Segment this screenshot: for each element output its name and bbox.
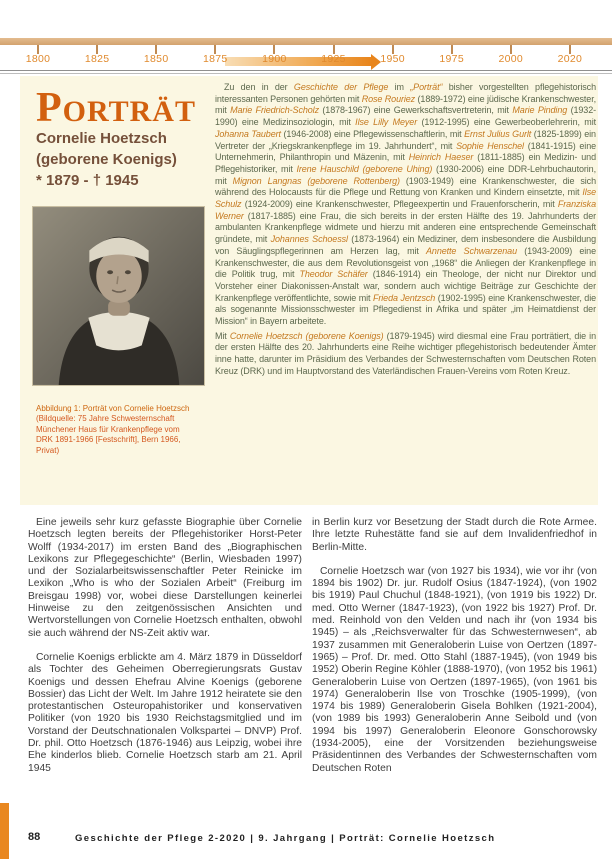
- body-paragraph: Cornelie Koenigs erblickte am 4. März 1879 in Düsseldorf als Tochter des Geheimen Oberregierungsrats Gustav Koenigs und dessen Ehefrau Alvine Koenigs (geborene Bossier) das Licht der Welt. Im Jahre 1912 heiratete sie den protestantischen Osteuropahistoriker und konservativen Politiker (von 1920 bis 1930 Reichstagsmitglied und im Vorstand der Deutschnationalen Volkspartei – DNVP) Prof. Dr. phil. Otto Hoetzsch (1876-1946) aus Leipzig, wobei ihre Ehe kinderlos blieb. Cornelie Hoetzsch starb am 21. April 1945: [28, 651, 302, 774]
- person-dates: * 1879 - † 1945: [36, 172, 139, 189]
- body-column-right: [312, 517, 597, 787]
- body-columns: [28, 517, 597, 787]
- timeline-year-label: 1875: [203, 53, 228, 65]
- highlighted-name: Marie Pinding: [512, 105, 568, 116]
- highlighted-name: Mignon Langnas (geborene Rottenberg): [232, 175, 400, 186]
- highlighted-name: Marie Friedrich-Scholz: [230, 105, 319, 116]
- person-name-alt: (geborene Koenigs): [36, 151, 177, 168]
- highlighted-name: „Porträt“: [410, 82, 443, 92]
- intro-paragraph: Mit Cornelie Hoetzsch (geborene Koenigs) (1879-1945) wird diesmal eine Frau porträtiert, die in der ersten Hälfte des 20. Jahrhunderts eine Reihe wichtiger pflegehistorisch bedeutender Ämter inne hatte, darunter im Präsidium des Verbandes der Schwesternschaften vom Deutschen Roten Kreuz (DRK) und im Hauptvorstand des Vaterländischen Frauen-Vereins vom Roten Kreuz.: [215, 330, 596, 376]
- highlighted-name: Annette Schwarzenau: [426, 245, 517, 256]
- footer-journal-info: Geschichte der Pflege 2-2020 | 9. Jahrgang | Porträt: Cornelie Hoetzsch: [75, 833, 496, 844]
- body-paragraph: Cornelie Hoetzsch war (von 1927 bis 1934), wie vor ihr (von 1894 bis 1902) Dr. jur. Rudolf Osius (1847-1924), (von 1902 bis 1919) Paul Chuchul (1848-1921), (von 1919 bis 1922) Dr. med. Otto Werner (1847-1923), (von 1922 bis 1927) Prof. Dr. med. Reinhold von den Velden und nach ihr (von 1934 bis 1945) – als „Reichsverwalter für das Schwesternwesen“, ab 1937 zusammen mit Generaloberin Luise von Oertzen (1897-1965) – Prof. Dr. med. Otto Stahl (1887-1945), (von 1949 bis 1952) Oberin Regine Köhler (1888-1970), (von 1952 bis 1961) Generaloberin Luise von Oertzen (1897-1965), (von 1961 bis 1974) Generaloberin Ilse von Troschke (1905-1999), (von 1974 bis 1989) Generaloberin Gisela Bohlken (1921-2004), (von 1989 bis 1993) Generaloberin Anne Seibold und (von 1994 bis 1997) Generaloberin Eleonore Gonschorowsky (1934-2005), eine der Vorsitzenden beziehungsweise Präsidentinnen des Verbandes der Schwesternschaften vom Deutschen Roten: [312, 565, 597, 774]
- highlighted-name: Ilse Lilly Meyer: [355, 117, 418, 128]
- body-paragraph: in Berlin kurz vor Besetzung der Stadt durch die Rote Armee. Ihre letzte Ruhestätte fand sie auf dem Invalidenfriedhof in Berlin-Mitte.: [312, 517, 597, 553]
- highlighted-name: Johannes Schoessl: [270, 234, 348, 245]
- portrait-photo: [32, 206, 205, 386]
- timeline-year-label: 2000: [498, 53, 524, 65]
- page-number: 88: [28, 831, 41, 843]
- portrait-photo-image: [33, 207, 204, 385]
- page-title: PORTRÄT: [36, 85, 196, 131]
- timeline-year-label: 1800: [25, 53, 51, 65]
- timeline-year-label: 1950: [380, 53, 405, 65]
- highlighted-name: Ilse Schulz: [215, 187, 596, 210]
- timeline-year-label: 2020: [557, 53, 583, 65]
- timeline-year-label: 1925: [321, 53, 346, 65]
- body-paragraph: Eine jeweils sehr kurz gefasste Biographie über Cornelie Hoetzsch legten bereits der Pflegehistoriker Horst-Peter Wolff (1934-2017) im ersten Band des „Biographischen Lexikons zur Pflegegeschichte“ (Berlin, Wiesbaden 1997) und der Sozialarbeitswissenschaftler Peter Reinicke im Lexikon „Who is who der Sozialen Arbeit“ (Freiburg im Breisgau 1998) vor, wobei diese Darstellungen keinerlei Hinweise zu den zeitgenössischen Ansichten und Wertvorstellungen von Cornelie Hoetzsch enthalten, obwohl sie auch während der NS-Zeit aktiv war.: [28, 517, 302, 639]
- highlighted-name: Theodor Schäfer: [299, 269, 368, 280]
- intro-paragraph: Zu den in der Geschichte der Pflege im „Porträt“ bisher vorgestellten pflegehistorisch interessanten Personen gehörten mit Rose Rouriez (1889-1972) eine jüdische Krankenschwester, mit Marie Friedrich-Scholz (1878-1967) eine Gewerkschaftsvertreterin, mit Marie Pinding (1932-1990) eine Medizinsoziologin, mit Ilse Lilly Meyer (1912-1995) eine Gewerbeoberlehrerin, mit Johanna Taubert (1946-2008) eine Pflegewissenschaftlerin, mit Ernst Julius Gurlt (1825-1899) ein Vertreter der „Kriegskrankenpflege im 19. Jahrhundert“, mit Sophie Henschel (1841-1915) eine Unternehmerin, Philanthropin und Mäzenin, mit Heinrich Haeser (1811-1885) ein Medizin- und Pflegehistoriker, mit Irene Hauschild (geborene Uhing) (1930-2006) eine DDR-Lehrbuchautorin, mit Mignon Langnas (geborene Rottenberg) (1903-1949) eine Krankenschwester, die sich während des Holocausts für die Pflege und Rettung von Kranken und Kindern einsetzte, mit Ilse Schulz (1924-2009) eine Krankenschwester, Pflegeexpertin und Frauenforscherin, mit Franziska Werner (1817-1885) eine Frau, die sich bereits in der ersten Hälfte des 19. Jahrhunderts der ambulanten Krankenpflege widmete und hierzu mit anderen eine entsprechende Gemeinschaft gründete, mit Johannes Schoessl (1873-1964) ein Mediziner, dem insbesondere die Ausbildung von Säuglingspflegerinnen am Herzen lag, mit Annette Schwarzenau (1943-2009) eine Krankenschwester, die aus dem Revolutionsgeist von „1968“ die Anliegen der Krankenpflege in die Politik trug, mit Theodor Schäfer (1846-1914) ein Theologe, der nicht nur Direktor und Vorsteher einer Diakonissen-Anstalt war, sondern auch wichtige Beiträge zur Geschichte der Krankenpflege veröffentlichte, sowie mit Frieda Jentzsch (1902-1995) eine Krankenschwester, die als sogenannte Missionsschwester im Pflegedienst in Afrika und später „im Heimatdienst der Mission“ in Bayern arbeitete.: [215, 82, 597, 327]
- timeline-rule-top: [0, 70, 612, 71]
- caption-label: Abbildung 1: Porträt von Cornelie Hoetzsch: [36, 404, 190, 413]
- highlighted-name: Sophie Henschel: [456, 140, 524, 151]
- highlighted-name: Johanna Taubert: [215, 128, 281, 139]
- highlighted-name: Cornelie Hoetzsch (geborene Koenigs): [229, 330, 384, 341]
- timeline-year-label: 1975: [439, 53, 464, 65]
- highlighted-name: Heinrich Haeser: [408, 152, 474, 163]
- intro-text: [215, 82, 596, 381]
- page-footer: [0, 831, 612, 847]
- person-heading: [36, 128, 216, 191]
- highlighted-name: Geschichte der Pflege: [293, 82, 389, 92]
- highlighted-name: Rose Rouriez: [361, 93, 416, 104]
- person-name: Cornelie Hoetzsch: [36, 130, 167, 147]
- highlighted-name: Frieda Jentzsch: [372, 292, 436, 303]
- timeline-year-label: 1825: [84, 53, 110, 65]
- timeline-year-label: 1850: [143, 53, 169, 65]
- photo-caption: [36, 404, 198, 456]
- timeline-rule-bottom: [0, 73, 612, 74]
- highlighted-name: Ernst Julius Gurlt: [464, 128, 532, 139]
- timeline-bar: [0, 38, 612, 45]
- lifespan-arrow: [225, 57, 372, 66]
- highlighted-name: Irene Hauschild (geborene Uhing): [296, 163, 433, 174]
- highlighted-name: Franziska Werner: [215, 199, 596, 221]
- caption-source: (Bildquelle: 75 Jahre Schwesternschaft Münchener Haus für Krankenpflege vom DRK 1891-1966 [Festschrift], Bern 1966, Privat): [36, 414, 181, 455]
- timeline-year-label: 1900: [262, 53, 287, 65]
- body-column-left: [28, 517, 302, 787]
